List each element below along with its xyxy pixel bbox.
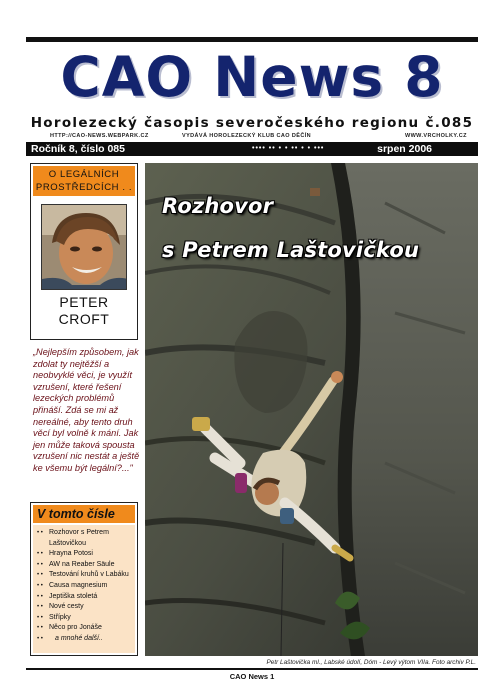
cover-headline-line1: Rozhovor bbox=[162, 194, 274, 218]
toc-item[interactable] bbox=[33, 602, 135, 613]
issue-volume: Ročník 8, číslo 085 bbox=[31, 143, 125, 155]
bullet-icon: • • bbox=[37, 625, 43, 632]
person-first-name: PETER bbox=[59, 294, 109, 310]
website-link-right[interactable]: WWW.VRCHOLKY.CZ bbox=[405, 133, 467, 139]
toc-item[interactable] bbox=[33, 613, 135, 624]
cover-headline-line2: s Petrem Laštovičkou bbox=[162, 238, 420, 262]
toc-item[interactable] bbox=[33, 528, 135, 539]
toc-item[interactable] bbox=[33, 592, 135, 603]
toc-item[interactable] bbox=[33, 560, 135, 571]
toc-item-label: Causa magnesium bbox=[49, 581, 108, 589]
toc-item[interactable] bbox=[33, 549, 135, 560]
toc-item[interactable] bbox=[33, 570, 135, 581]
toc-item[interactable] bbox=[33, 623, 135, 634]
page-footer: CAO News 1 bbox=[229, 672, 275, 681]
toc-item-label: AW na Reaber Säule bbox=[49, 560, 115, 568]
bullet-icon: • • bbox=[37, 635, 43, 642]
bullet-icon: • • bbox=[37, 572, 43, 579]
climbing-photo bbox=[145, 163, 478, 656]
toc-item-label: Jeptiška stoletá bbox=[49, 592, 98, 600]
magazine-subtitle: Horolezecký časopis severočeského regionu č.085 bbox=[30, 115, 474, 131]
toc-item-label: Něco pro Jonáše bbox=[49, 624, 102, 632]
person-last-name: CROFT bbox=[58, 311, 110, 327]
legal-heading: O LEGÁLNÍCH PROSTŘEDCÍCH . . bbox=[33, 166, 135, 196]
toc-item-label: Testování kruhů v Labáku bbox=[49, 571, 129, 579]
bullet-icon: • • bbox=[37, 530, 43, 536]
table-of-contents bbox=[30, 502, 138, 656]
bullet-icon: • • bbox=[37, 614, 43, 621]
website-link-left[interactable]: HTTP://CAO-NEWS.WEBPARK.CZ bbox=[50, 133, 149, 139]
publisher-line: VYDÁVÁ HOROLEZECKÝ KLUB CAO DĚČÍN bbox=[182, 133, 312, 139]
toc-item[interactable] bbox=[33, 539, 135, 550]
bullet-icon: • • bbox=[37, 604, 43, 611]
toc-heading: V tomto čísle bbox=[33, 505, 135, 523]
toc-item-label: Hrayna Potosi bbox=[49, 550, 93, 558]
bottom-rule bbox=[26, 668, 478, 670]
toc-item-label: Nové cesty bbox=[49, 603, 84, 611]
toc-item[interactable] bbox=[33, 581, 135, 592]
bullet-icon: • • bbox=[37, 582, 43, 589]
top-rule bbox=[26, 37, 478, 42]
issue-bar bbox=[26, 142, 478, 156]
person-name bbox=[33, 294, 135, 328]
portrait-image bbox=[42, 205, 127, 290]
toc-item-label: a mnohé další.. bbox=[55, 634, 103, 642]
toc-item-label: Střípky bbox=[49, 613, 71, 621]
issue-bar-dots: •••• •• • • •• • • ••• bbox=[252, 145, 325, 152]
peter-croft-portrait bbox=[41, 204, 127, 290]
toc-item-more[interactable] bbox=[33, 634, 135, 645]
bullet-icon: • • bbox=[37, 561, 43, 568]
issue-date: srpen 2006 bbox=[377, 143, 432, 155]
photo-caption: Petr Laštovička ml., Labské údolí, Dóm - Levý výtom VIIa. Foto archiv P.L. bbox=[266, 659, 476, 666]
legal-feature-box bbox=[30, 163, 138, 340]
cover-photo bbox=[145, 163, 478, 656]
bullet-icon: • • bbox=[37, 593, 43, 600]
bullet-icon: • • bbox=[37, 551, 43, 558]
toc-item-label: Rozhovor s Petrem bbox=[49, 529, 109, 536]
toc-list bbox=[33, 525, 135, 653]
magazine-title: CAO News 8 bbox=[60, 45, 444, 109]
croft-quote: „Nejlepším způsobem, jak zdolat ty nejtěžší a neobvyklé věci, je využít vzrušení, které řešení lezeckých problémů přináší. Zdá se mi až nereálné, aby tento druh věcí byl volně k mání. Jak jen může taková spousta vzrušení nic nestát a ještě ke všemu být legální?..." bbox=[33, 347, 140, 473]
toc-item-label: Laštovičkou bbox=[49, 539, 86, 547]
